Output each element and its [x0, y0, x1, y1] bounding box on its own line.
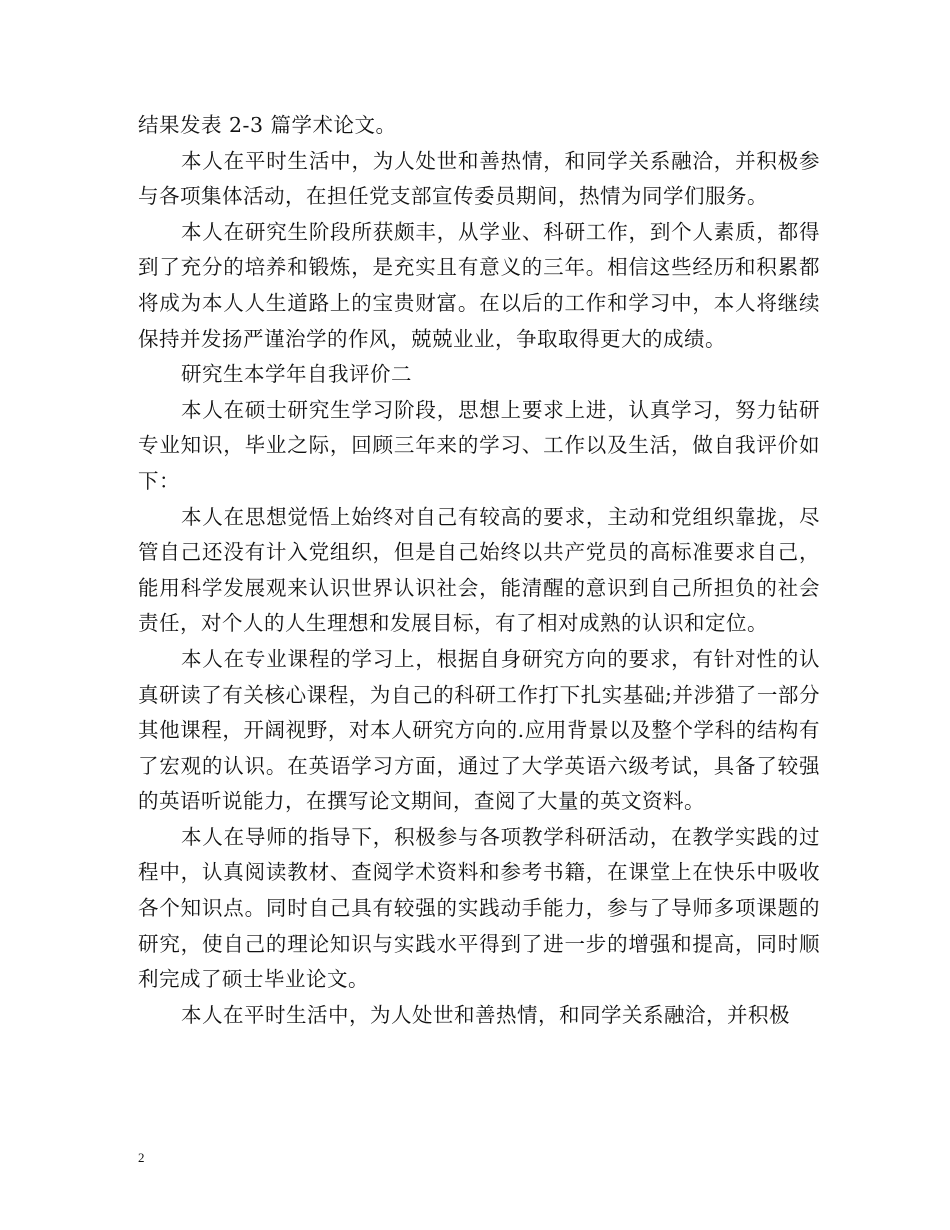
page-number: 2	[138, 1150, 145, 1165]
paragraph-2: 本人在平时生活中，为人处世和善热情，和同学关系融洽，并积极参与各项集体活动，在担任党支部宣传委员期间，热情为同学们服务。	[138, 148, 820, 209]
section-heading: 研究生本学年自我评价二	[181, 362, 412, 387]
paragraph-8: 本人在导师的指导下，积极参与各项教学科研活动，在教学实践的过程中，认真阅读教材、查阅学术资料和参考书籍，在课堂上在快乐中吸收各个知识点。同时自己具有较强的实践动手能力，参与了导师多项课题的研究，使自己的理论知识与实践水平得到了进一步的增强和提高，同时顺利完成了硕士毕业论文。	[138, 824, 820, 992]
paragraph-6: 本人在思想觉悟上始终对自己有较高的要求，主动和党组织靠拢，尽管自己还没有计入党组织，但是自己始终以共产党员的高标准要求自己，能用科学发展观来认识世界认识社会，能清醒的意识到自己所担负的社会责任，对个人的人生理想和发展目标，有了相对成熟的认识和定位。	[138, 504, 820, 636]
paragraph-3: 本人在研究生阶段所获颇丰，从学业、科研工作，到个人素质，都得到了充分的培养和锻炼，是充实且有意义的三年。相信这些经历和积累都将成为本人人生道路上的宝贵财富。在以后的工作和学习中，本人将继续保持并发扬严谨治学的作风，兢兢业业，争取取得更大的成绩。	[138, 219, 820, 351]
paragraph-9: 本人在平时生活中，为人处世和善热情，和同学关系融洽，并积极	[181, 1002, 790, 1027]
paragraph-7: 本人在专业课程的学习上，根据自身研究方向的要求，有针对性的认真研读了有关核心课程，为自己的科研工作打下扎实基础;并涉猎了一部分其他课程，开阔视野，对本人研究方向的.应用背景以及整个学科的结构有了宏观的认识。在英语学习方面，通过了大学英语六级考试，具备了较强的英语听说能力，在撰写论文期间，查阅了大量的英文资料。	[138, 646, 820, 814]
paragraph-5: 本人在硕士研究生学习阶段，思想上要求上进，认真学习，努力钻研专业知识，毕业之际，回顾三年来的学习、工作以及生活，做自我评价如下：	[138, 397, 820, 493]
paragraph-1: 结果发表 2-3 篇学术论文。	[138, 113, 397, 137]
document-body	[138, 108, 820, 1033]
